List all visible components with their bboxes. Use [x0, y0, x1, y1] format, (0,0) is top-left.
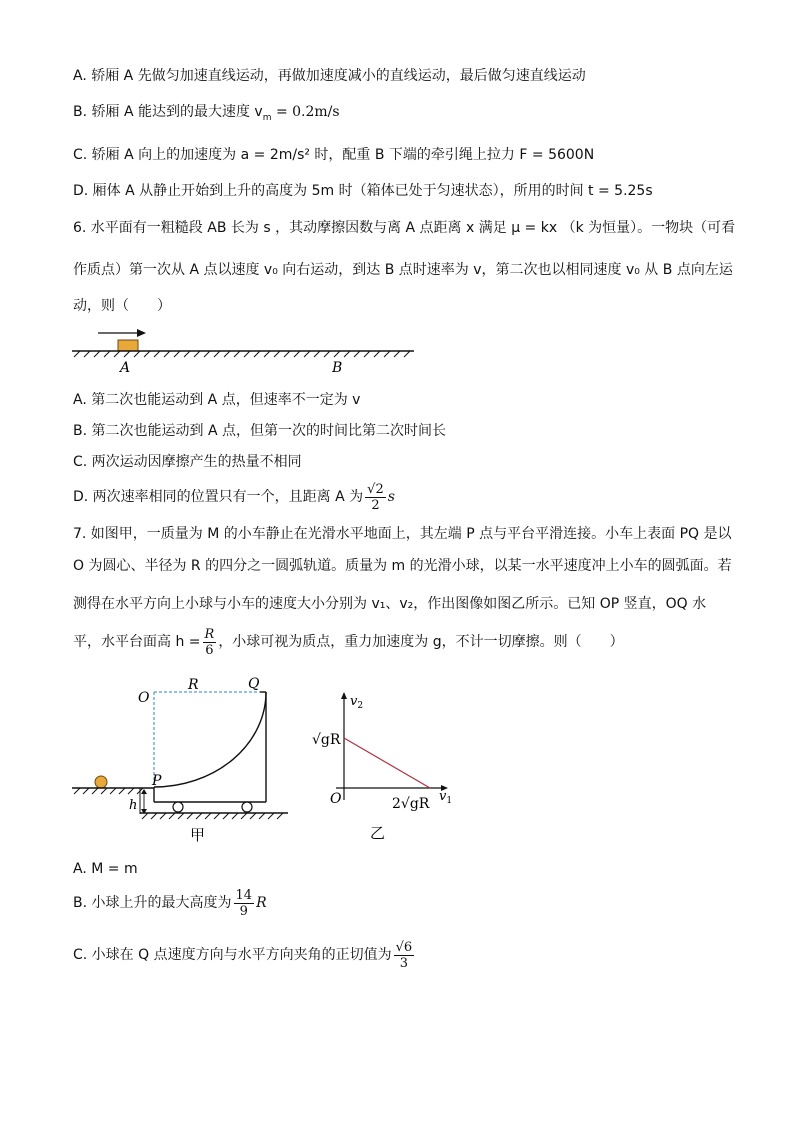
jia-arc-pq — [154, 692, 266, 787]
q7-option-b-fraction — [234, 888, 255, 919]
q7-option-b-tail: R — [256, 895, 267, 911]
q7-stem-line4-pre: 平，水平台面高 h = — [73, 634, 201, 650]
q5-option-b — [73, 102, 340, 128]
q6-option-d-text: D. 两次速率相同的位置只有一个，且距离 A 为 — [73, 489, 364, 505]
q6-label-a: A — [120, 360, 131, 376]
q6-option-a: A. 第二次也能运动到 A 点，但速率不一定为 v — [73, 392, 361, 408]
jia-label-q: Q — [248, 676, 260, 692]
q6-velocity-arrow-head — [137, 329, 146, 337]
q7-option-c — [73, 937, 416, 973]
q7-stem-line3: 测得在水平方向上小球与小车的速度大小分别为 v₁、v₂，作出图像如图乙所示。已知 OP 竖直，OQ 水 — [73, 596, 707, 612]
q7-stem-line4-post: ，小球可视为质点，重力加速度为 g，不计一切摩擦。则（ ） — [218, 634, 624, 650]
q7-h-denominator: 6 — [205, 642, 214, 658]
q7-figure-jia — [70, 670, 300, 845]
q6-option-d-tail: s — [387, 489, 395, 505]
q6-stem-line3: 动，则（ ） — [73, 298, 171, 314]
q7-h-numerator: R — [204, 626, 215, 642]
yi-label-v2 — [350, 694, 363, 711]
q7-stem-line1: 7. 如图甲，一质量为 M 的小车静止在光滑水平地面上，其左端 P 点与平台平滑连接。小车上表面 PQ 是以 — [73, 526, 732, 542]
q7-option-c-text: C. 小球在 Q 点速度方向与水平方向夹角的正切值为 — [73, 947, 392, 963]
jia-wheel-right — [242, 802, 252, 812]
q6-stem-line2: 作质点）第一次从 A 点以速度 v₀ 向右运动，到达 B 点时速率为 v，第二次也以相同速度 v₀ 从 B 点向左运 — [73, 262, 733, 278]
q7-option-c-denominator: 3 — [399, 955, 409, 971]
q5-option-b-tail: = 0.2m/s — [271, 104, 340, 120]
yi-x-intercept-label: 2√gR — [392, 796, 430, 812]
yi-data-line — [344, 738, 430, 788]
q6-option-b: B. 第二次也能运动到 A 点，但第一次的时间比第二次时间长 — [73, 423, 446, 439]
q5-option-d: D. 厢体 A 从静止开始到上升的高度为 5m 时（箱体已处于匀速状态），所用的时间 t = 5.25s — [73, 183, 653, 199]
jia-label-p: P — [152, 773, 162, 789]
q6-ground-hatch — [74, 351, 410, 357]
q7-h-fraction — [203, 627, 217, 658]
yi-y-axis-arrow — [341, 692, 347, 699]
jia-label-o: O — [138, 690, 150, 706]
jia-label-h: h — [129, 798, 138, 813]
yi-label-v1-sub: 1 — [446, 796, 453, 806]
jia-label-r: R — [188, 677, 199, 693]
yi-label-v1-letter: v — [439, 789, 447, 804]
q6-option-d-denominator: 2 — [371, 497, 380, 513]
q7-option-b-numerator: 14 — [235, 887, 253, 903]
q7-option-c-fraction — [394, 940, 415, 971]
yi-caption: 乙 — [370, 824, 386, 842]
jia-platform-hatch — [74, 788, 143, 794]
q7-option-b-text: B. 小球上升的最大高度为 — [73, 895, 232, 911]
q7-figure-yi — [308, 688, 458, 848]
q5-option-a: A. 轿厢 A 先做匀加速直线运动，再做加速度减小的直线运动，最后做匀速直线运动 — [73, 68, 586, 84]
q6-option-d-numerator: √2 — [367, 481, 384, 497]
yi-label-v2-letter: v — [350, 694, 358, 709]
q5-option-c: C. 轿厢 A 向上的加速度为 a = 2m/s² 时，配重 B 下端的牵引绳上拉力 F = 5600N — [73, 147, 595, 163]
q6-stem-line1: 6. 水平面有一粗糙段 AB 长为 s ，其动摩擦因数与离 A 点距离 x 满足 μ = kx （k 为恒量）。一物块（可看 — [73, 220, 736, 236]
yi-label-v1 — [439, 789, 452, 806]
jia-caption: 甲 — [190, 826, 206, 844]
yi-label-v2-sub: 2 — [357, 701, 364, 711]
q5-option-b-text: B. 轿厢 A 能达到的最大速度 v — [73, 104, 263, 120]
q7-option-a: A. M = m — [73, 861, 138, 877]
jia-wheel-left — [173, 802, 183, 812]
q6-option-c: C. 两次运动因摩擦产生的热量不相同 — [73, 454, 302, 470]
q6-option-d-fraction — [365, 482, 386, 513]
jia-ground-hatch — [142, 813, 283, 819]
q5-option-b-sub: m — [262, 112, 272, 123]
q6-block — [118, 340, 138, 351]
q6-option-d — [73, 480, 395, 514]
jia-ball — [95, 776, 107, 788]
q7-stem-line2: O 为圆心、半径为 R 的四分之一圆弧轨道。质量为 m 的光滑小球，以某一水平速度冲上小车的圆弧面。若 — [73, 558, 732, 574]
q7-option-b — [73, 885, 267, 921]
q7-stem-line4 — [73, 624, 624, 660]
q7-option-b-denominator: 9 — [239, 903, 248, 919]
q6-figure — [70, 326, 420, 378]
yi-y-intercept-label: √gR — [312, 732, 341, 748]
q6-label-b: B — [332, 360, 343, 376]
yi-label-o: O — [330, 791, 342, 807]
q7-option-c-numerator: √6 — [395, 939, 413, 955]
